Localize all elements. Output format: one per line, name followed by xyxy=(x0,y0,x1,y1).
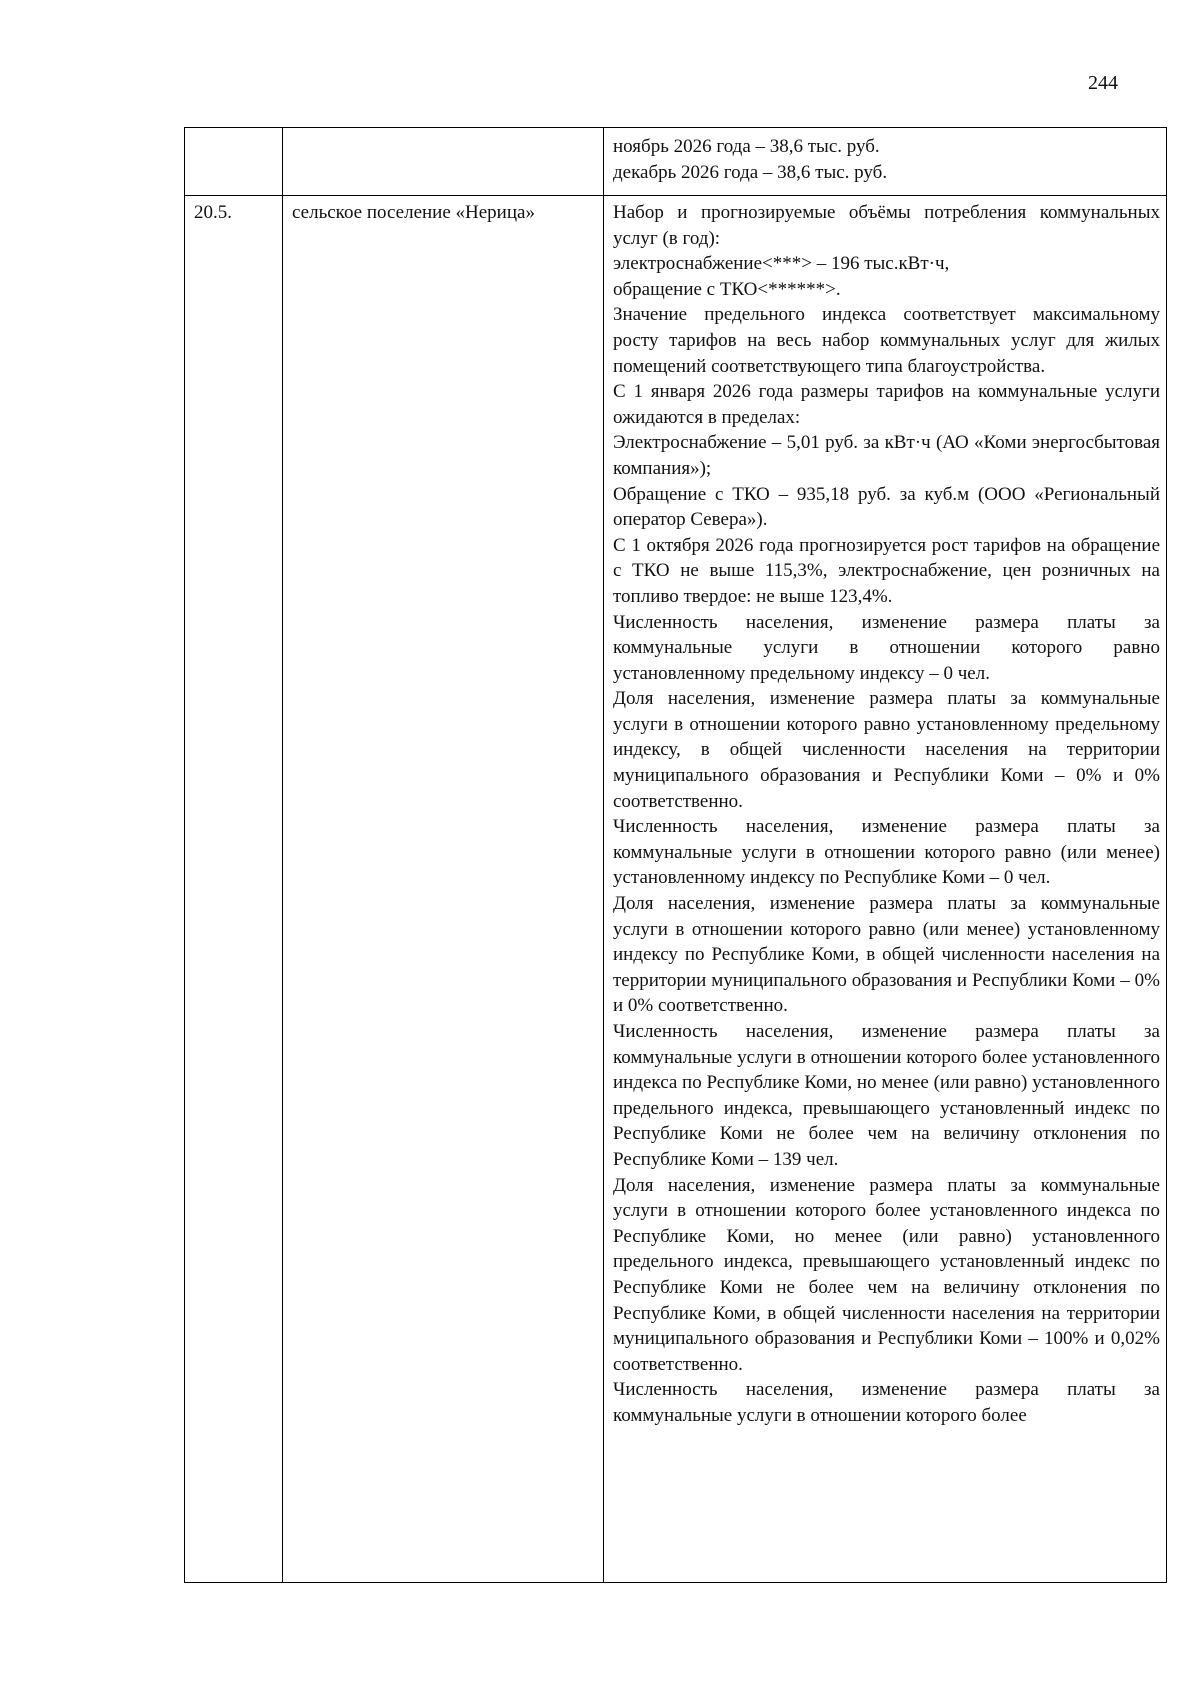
paragraph: Численность населения, изменение размера платы за коммунальные услуги в отношении которого более xyxy=(613,1379,1160,1426)
cell-empty-municipality xyxy=(283,128,604,196)
paragraph: Численность населения, изменение размера платы за коммунальные услуги в отношении которого равно установленному предельному индексу – 0 чел. xyxy=(613,611,1160,684)
table-row-20-5 xyxy=(185,196,1167,1583)
paragraph: электроснабжение<***> – 196 тыс.кВт·ч, xyxy=(613,253,950,275)
cell-description xyxy=(604,196,1167,1583)
paragraph: Численность населения, изменение размера платы за коммунальные услуги в отношении которого равно (или менее) установленному индексу по Республике Коми – 0 чел. xyxy=(613,816,1160,889)
paragraph: Численность населения, изменение размера платы за коммунальные услуги в отношении которого более установленного индекса по Республике Коми, но менее (или равно) установленного предельного индекса, превышающего установленный индекс по Республике Коми не более чем на величину отклонения по Республике Коми – 139 чел. xyxy=(613,1021,1160,1170)
paragraph: Набор и прогнозируемые объёмы потребления коммунальных услуг (в год): xyxy=(613,202,1160,249)
tariff-table xyxy=(184,127,1167,1583)
page-number: 244 xyxy=(1088,72,1118,94)
cell-row-number: 20.5. xyxy=(185,196,283,1583)
paragraph: Электроснабжение – 5,01 руб. за кВт·ч (АО «Коми энергосбытовая компания»); xyxy=(613,432,1160,479)
cell-continued-text xyxy=(604,128,1167,196)
continued-line: декабрь 2026 года – 38,6 тыс. руб. xyxy=(613,161,888,183)
continued-line: ноябрь 2026 года – 38,6 тыс. руб. xyxy=(613,136,880,157)
paragraph: Значение предельного индекса соответствует максимальному росту тарифов на весь набор коммунальных услуг для жилых помещений соответствующего типа благоустройства. xyxy=(613,304,1160,377)
cell-empty-num xyxy=(185,128,283,196)
paragraph: С 1 октября 2026 года прогнозируется рост тарифов на обращение с ТКО не выше 115,3%, электроснабжение, цен розничных на топливо твердое: не выше 123,4%. xyxy=(613,534,1160,607)
paragraph: С 1 января 2026 года размеры тарифов на коммунальные услуги ожидаются в пределах: xyxy=(613,381,1160,428)
paragraph: Доля населения, изменение размера платы за коммунальные услуги в отношении которого равно установленному предельному индексу, в общей численности населения на территории муниципального образования и Республики Коми – 0% и 0% соответственно. xyxy=(613,688,1160,812)
paragraph: Доля населения, изменение размера платы за коммунальные услуги в отношении которого равно (или менее) установленному индексу по Республике Коми, в общей численности населения на территории муниципального образования и Республики Коми – 0% и 0% соответственно. xyxy=(613,893,1160,1017)
table-row-continued xyxy=(185,128,1167,196)
cell-municipality: сельское поселение «Нерица» xyxy=(283,196,604,1583)
paragraph: Обращение с ТКО – 935,18 руб. за куб.м (ООО «Региональный оператор Севера»). xyxy=(613,483,1160,531)
paragraph: Доля населения, изменение размера платы за коммунальные услуги в отношении которого более установленного индекса по Республике Коми, но менее (или равно) установленного предельного индекса, превышающего установленный индекс по Республике Коми не более чем на величину отклонения по Республике Коми, в общей численности населения на территории муниципального образования и Республики Коми – 100% и 0,02% соответственно. xyxy=(613,1174,1160,1375)
paragraph: обращение с ТКО<******>. xyxy=(613,278,841,300)
